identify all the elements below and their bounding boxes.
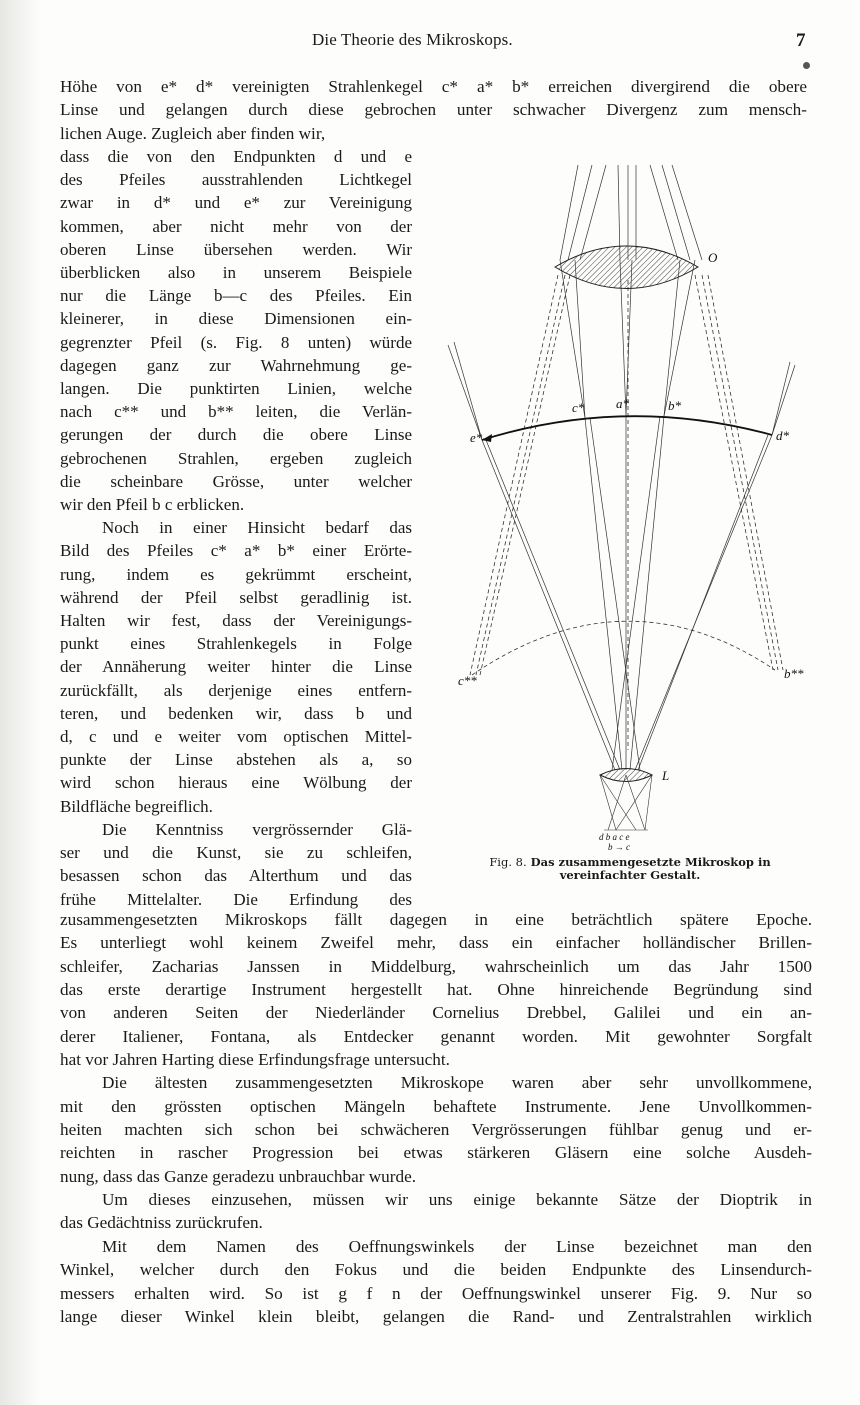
text-line: heiten machten sich schon bei schwächeren Vergrösserungen fühlbar genug und er- <box>60 1120 812 1140</box>
text-line: Mit dem Namen des Oeffnungswinkels der Linse bezeichnet man den <box>102 1236 812 1256</box>
text-line: dagegen ganz zur Wahrnehmung ge- <box>60 355 412 375</box>
text-line: von anderen Seiten der Niederländer Cornelius Drebbel, Galilei und ein an- <box>60 1003 812 1023</box>
text-line: reichten in rascher Progression bei etwas stärkeren Gläsern eine solche Ausdeh- <box>60 1143 812 1163</box>
text-line: nur die Länge b—c des Pfeiles. Ein <box>60 286 412 306</box>
svg-text:b → c: b → c <box>608 842 630 850</box>
text-line: frühe Mittelalter. Die Erfindung des <box>60 889 412 909</box>
bottom-paragraphs <box>60 908 812 1328</box>
text-line: Bildfläche begreiflich. <box>60 796 213 816</box>
svg-text:L: L <box>662 768 670 783</box>
text-line: Linse und gelangen durch diese gebrochen unter schwacher Divergenz zum mensch- <box>60 100 807 120</box>
svg-text:c**: c** <box>458 673 477 688</box>
figure-caption <box>465 856 795 882</box>
text-line: gebrochenen Strahlen, ergeben zugleich <box>60 448 412 468</box>
scan-margin-shade <box>0 0 40 1405</box>
svg-text:b**: b** <box>784 666 804 681</box>
ink-blot <box>803 62 810 69</box>
text-line: Bild des Pfeiles c* a* b* einer Erörte- <box>60 541 412 561</box>
text-line: punkte der Linse abstehen als a, so <box>60 750 412 770</box>
ray-diagram-icon <box>440 150 810 850</box>
text-line: mit den grössten optischen Mängeln behaftete Instrumente. Jene Unvollkommen- <box>60 1096 812 1116</box>
text-line: langen. Die punktirten Linien, welche <box>60 379 412 399</box>
text-line: teren, und bedenken wir, dass b und <box>60 703 412 723</box>
text-line: rung, indem es gekrümmt erscheint, <box>60 564 412 584</box>
text-line: das erste derartige Instrument hergestellt hat. Ohne hinreichende Begründung sind <box>60 980 812 1000</box>
text-line: zurückfällt, als derjenige eines entfern- <box>60 680 412 700</box>
text-line: oberen Linse übersehen werden. Wir <box>60 239 412 259</box>
text-line: Die ältesten zusammengesetzten Mikroskope waren aber sehr unvollkommene, <box>102 1073 812 1093</box>
text-line: Die Kenntniss vergrössernder Glä- <box>102 819 412 839</box>
text-line: besassen schon das Alterthum und das <box>60 866 412 886</box>
text-line: überblicken also in unserem Beispiele <box>60 263 412 283</box>
text-line: nung, dass das Ganze geradezu unbrauchbar wurde. <box>60 1166 417 1186</box>
text-line: lange dieser Winkel klein bleibt, gelangen die Rand- und Zentralstrahlen wirklich <box>60 1306 812 1326</box>
text-line: gerungen der durch die obere Linse <box>60 425 412 445</box>
text-line: dass die von den Endpunkten d und e <box>60 147 412 166</box>
text-line: gegrenzter Pfeil (s. Fig. 8 unten) würde <box>60 332 412 352</box>
text-line: Winkel, welcher durch den Fokus und die beiden Endpunkte des Linsendurch- <box>60 1260 812 1280</box>
svg-text:d b a c e: d b a c e <box>599 832 630 842</box>
text-line: d, c und e weiter vom optischen Mittel- <box>60 727 412 747</box>
text-line: messers erhalten wird. So ist g f n der Oeffnungswinkel unserer Fig. 9. Nur so <box>60 1283 812 1303</box>
text-line: ser und die Kunst, sie zu schleifen, <box>60 843 412 863</box>
text-line: des Pfeiles ausstrahlenden Lichtkegel <box>60 170 412 190</box>
top-paragraph <box>60 75 807 145</box>
svg-text:O: O <box>708 250 718 265</box>
text-line: kleinerer, in diese Dimensionen ein- <box>60 309 412 329</box>
text-line: die scheinbare Grösse, unter welcher <box>60 471 412 491</box>
left-column-text <box>60 145 412 911</box>
svg-text:c*: c* <box>572 400 585 415</box>
text-line: während der Pfeil selbst geradlinig ist. <box>60 587 412 607</box>
text-line: Um dieses einzusehen, müssen wir uns einige bekannte Sätze der Dioptrik in <box>102 1190 812 1210</box>
text-line: der Annäherung weiter hinter die Linse <box>60 657 412 677</box>
text-line: zusammengesetzten Mikroskops fällt dagegen in eine beträchtlich spätere Epoche. <box>60 910 812 929</box>
text-line: Es unterliegt wohl keinem Zweifel mehr, dass ein einfacher holländischer Brillen- <box>60 933 812 953</box>
svg-text:e*: e* <box>470 430 483 445</box>
figure-8-microscope-diagram <box>440 150 810 850</box>
text-line: Höhe von e* d* vereinigten Strahlenkegel c* a* b* erreichen divergirend die obere <box>60 77 807 96</box>
svg-text:b*: b* <box>668 398 681 413</box>
text-line: derer Italiener, Fontana, als Entdecker genannt worden. Mit gewohnter Sorgfalt <box>60 1026 812 1046</box>
text-line: nach c** und b** leiten, die Verlän- <box>60 402 412 422</box>
svg-text:d*: d* <box>776 428 789 443</box>
svg-text:a*: a* <box>616 396 629 411</box>
text-line: das Gedächtniss zurückrufen. <box>60 1213 263 1233</box>
figure-label: Fig. 8. <box>489 855 527 869</box>
text-line: zwar in d* und e* zur Vereinigung <box>60 193 412 213</box>
text-line: schleifer, Zacharias Janssen in Middelburg, wahrscheinlich um das Jahr 1500 <box>60 956 812 976</box>
text-line: Noch in einer Hinsicht bedarf das <box>102 518 412 538</box>
text-line: punkt eines Strahlenkegels in Folge <box>60 634 412 654</box>
text-line: wir den Pfeil b c erblicken. <box>60 495 245 515</box>
text-line: lichen Auge. Zugleich aber finden wir, <box>60 123 326 143</box>
text-line: Halten wir fest, dass der Vereinigungs- <box>60 611 412 631</box>
text-line: kommen, aber nicht mehr von der <box>60 216 412 236</box>
text-line: hat vor Jahren Harting diese Erfindungsfrage untersucht. <box>60 1050 450 1070</box>
page-number: 7 <box>796 30 806 51</box>
running-head: Die Theorie des Mikroskops. <box>312 30 513 49</box>
text-line: wird schon hieraus eine Wölbung der <box>60 773 412 793</box>
figure-caption-text: Das zusammengesetzte Mikroskop in vereinfachter Gestalt. <box>530 855 771 882</box>
